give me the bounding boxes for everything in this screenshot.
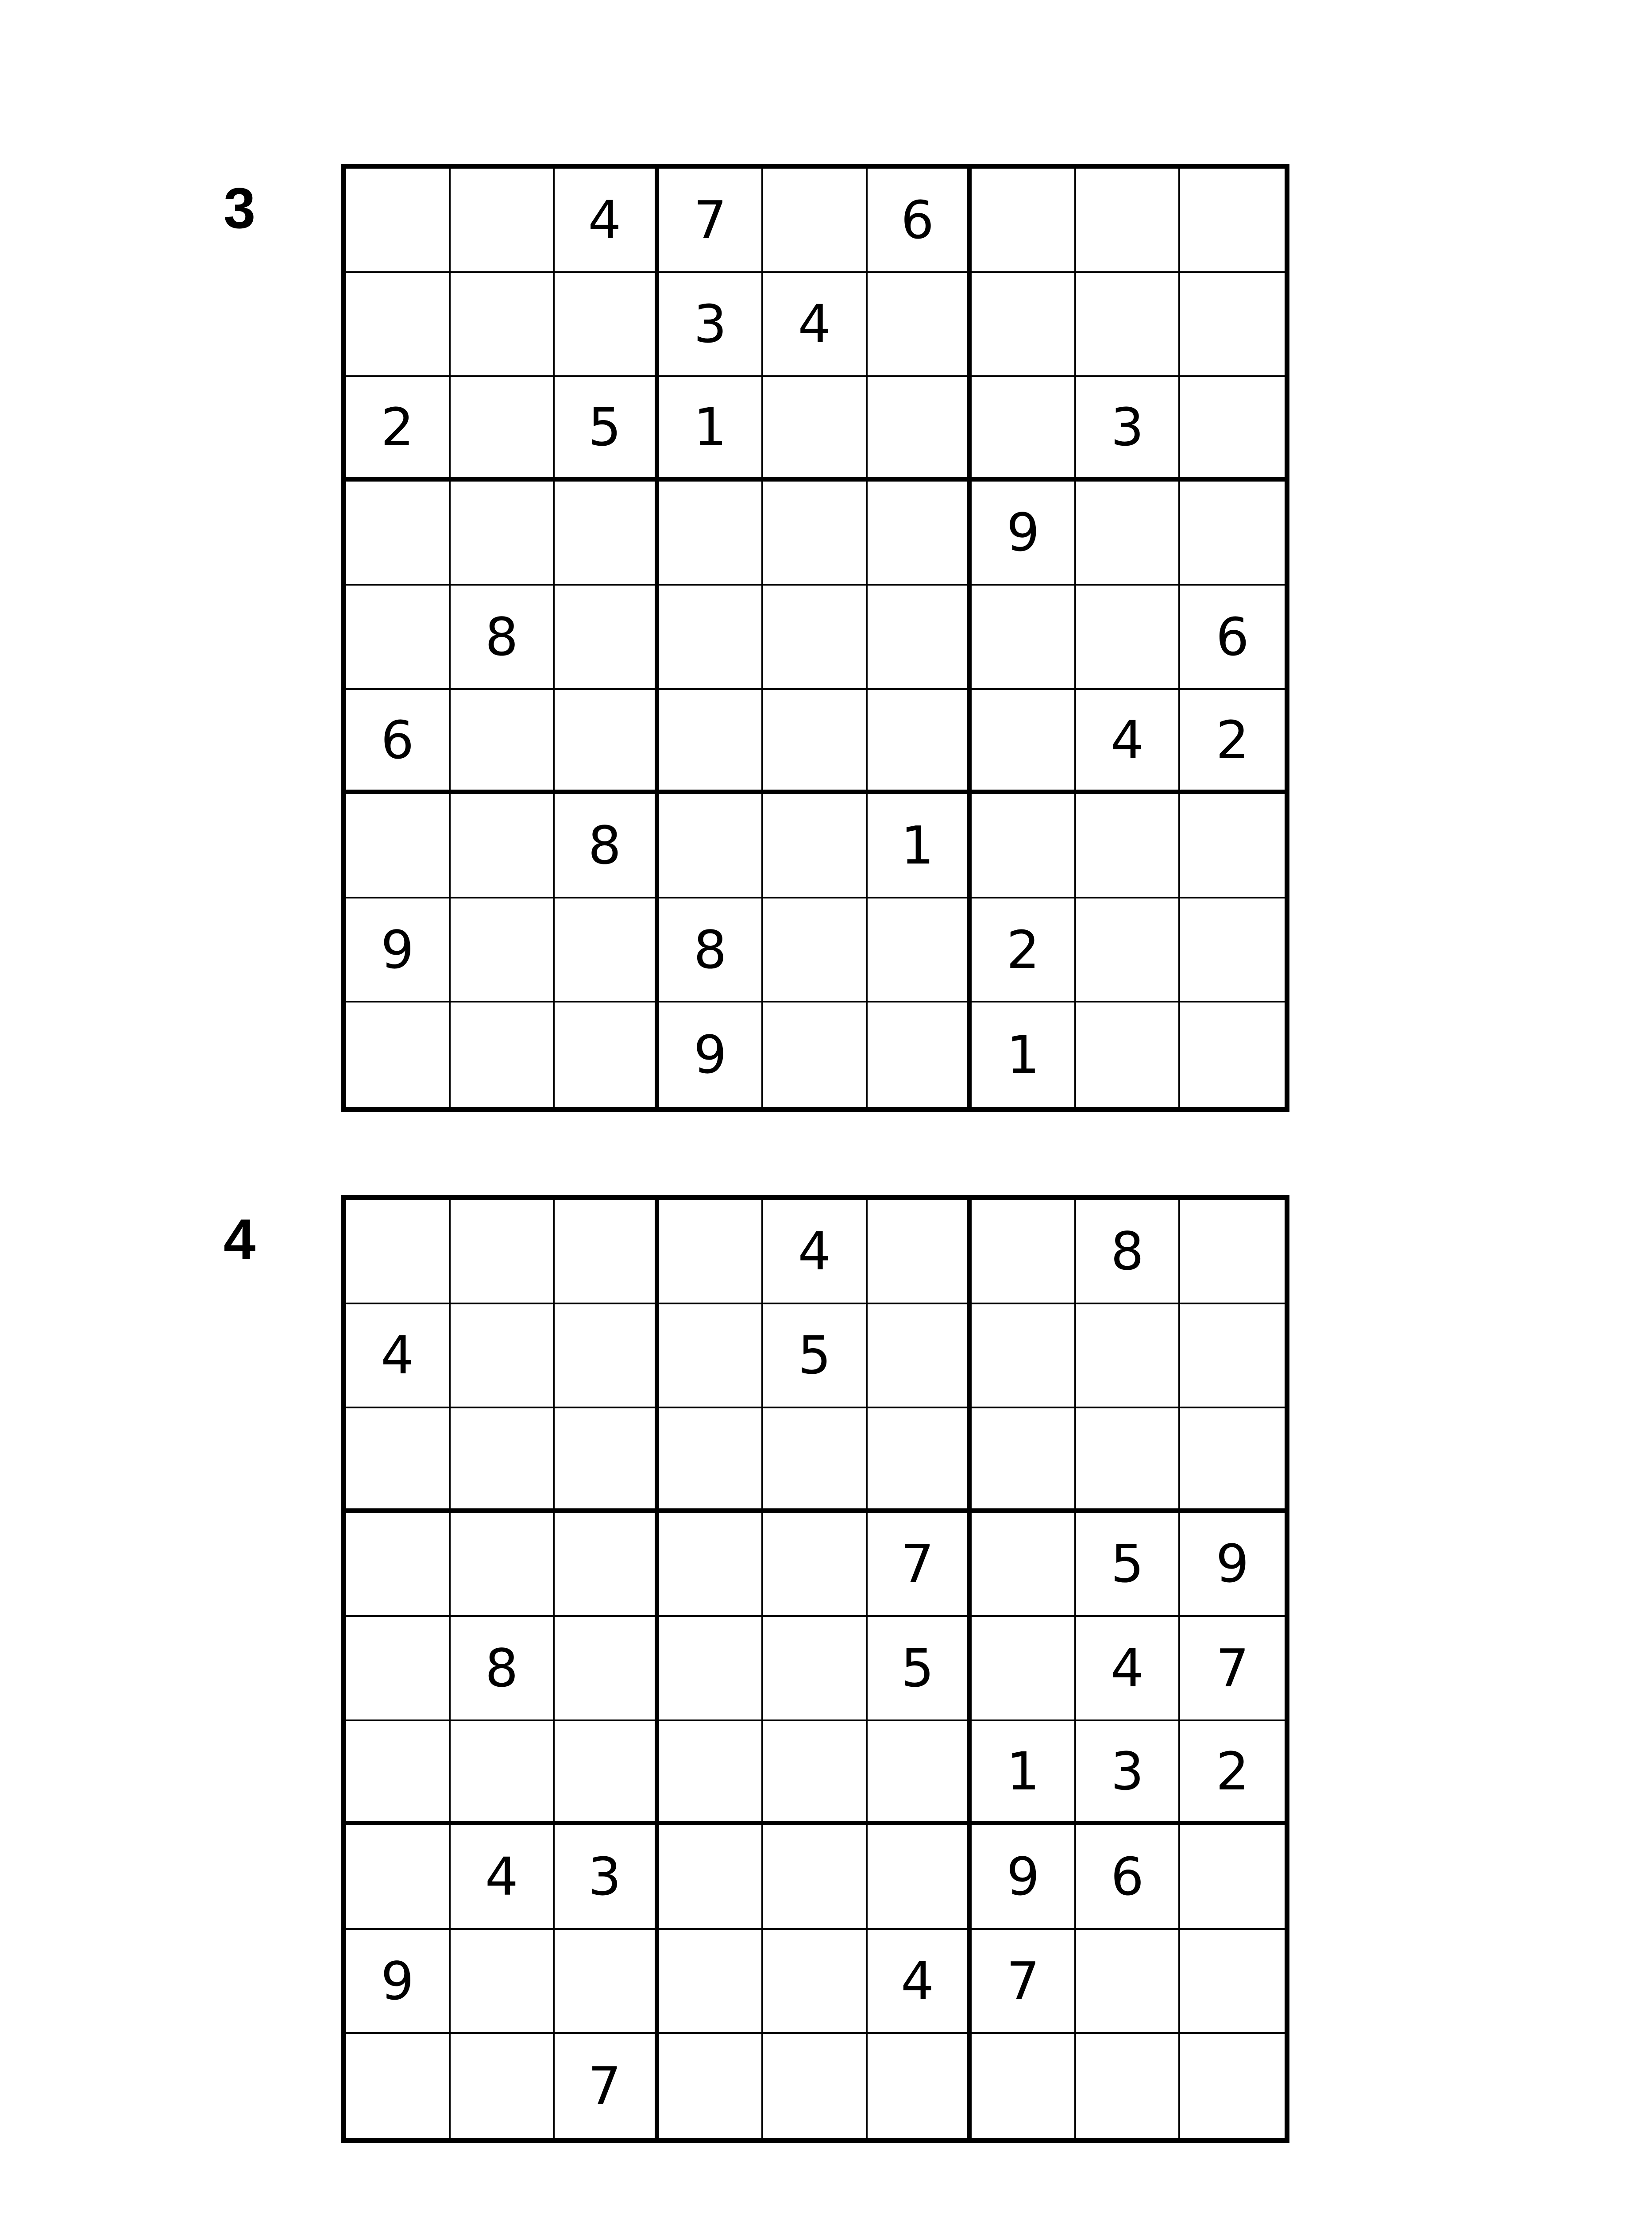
empty-cell[interactable] bbox=[763, 482, 868, 586]
given-cell: 2 bbox=[1180, 690, 1285, 794]
given-cell: 9 bbox=[972, 1825, 1076, 1930]
given-cell: 7 bbox=[972, 1930, 1076, 2034]
empty-cell[interactable] bbox=[1180, 1002, 1285, 1107]
empty-cell[interactable] bbox=[659, 1930, 764, 2034]
given-cell: 4 bbox=[1076, 1617, 1181, 1721]
given-cell: 9 bbox=[972, 482, 1076, 586]
empty-cell[interactable] bbox=[972, 1304, 1076, 1409]
empty-cell[interactable] bbox=[972, 1513, 1076, 1617]
given-cell: 5 bbox=[763, 1304, 868, 1409]
empty-cell[interactable] bbox=[1076, 169, 1181, 273]
given-cell: 3 bbox=[659, 273, 764, 378]
empty-cell[interactable] bbox=[1180, 273, 1285, 378]
puzzle-number-4: 4 bbox=[224, 1207, 256, 1272]
empty-cell[interactable] bbox=[555, 1617, 659, 1721]
empty-cell[interactable] bbox=[451, 1513, 555, 1617]
empty-cell[interactable] bbox=[1180, 1304, 1285, 1409]
empty-cell[interactable] bbox=[346, 1200, 451, 1304]
given-cell: 1 bbox=[972, 1002, 1076, 1107]
empty-cell[interactable] bbox=[763, 1825, 868, 1930]
given-cell: 9 bbox=[1180, 1513, 1285, 1617]
empty-cell[interactable] bbox=[1076, 482, 1181, 586]
empty-cell[interactable] bbox=[1180, 2034, 1285, 2138]
given-cell: 7 bbox=[659, 169, 764, 273]
empty-cell[interactable] bbox=[972, 273, 1076, 378]
empty-cell[interactable] bbox=[659, 1408, 764, 1513]
given-cell: 4 bbox=[868, 1930, 972, 2034]
empty-cell[interactable] bbox=[555, 1408, 659, 1513]
given-cell: 2 bbox=[972, 898, 1076, 1003]
given-cell: 4 bbox=[763, 1200, 868, 1304]
empty-cell[interactable] bbox=[1076, 273, 1181, 378]
empty-cell[interactable] bbox=[555, 1304, 659, 1409]
empty-cell[interactable] bbox=[451, 1304, 555, 1409]
empty-cell[interactable] bbox=[555, 273, 659, 378]
given-cell: 8 bbox=[451, 586, 555, 690]
empty-cell[interactable] bbox=[659, 1200, 764, 1304]
empty-cell[interactable] bbox=[555, 1513, 659, 1617]
empty-cell[interactable] bbox=[346, 1002, 451, 1107]
given-cell: 6 bbox=[868, 169, 972, 273]
given-cell: 4 bbox=[346, 1304, 451, 1409]
empty-cell[interactable] bbox=[763, 586, 868, 690]
empty-cell[interactable] bbox=[659, 1513, 764, 1617]
empty-cell[interactable] bbox=[451, 169, 555, 273]
empty-cell[interactable] bbox=[451, 1002, 555, 1107]
sudoku-grid-4 bbox=[341, 1195, 1289, 2143]
empty-cell[interactable] bbox=[346, 1721, 451, 1826]
empty-cell[interactable] bbox=[1180, 169, 1285, 273]
empty-cell[interactable] bbox=[763, 1513, 868, 1617]
given-cell: 1 bbox=[868, 794, 972, 898]
given-cell: 3 bbox=[1076, 1721, 1181, 1826]
empty-cell[interactable] bbox=[972, 690, 1076, 794]
empty-cell[interactable] bbox=[346, 273, 451, 378]
given-cell: 4 bbox=[555, 169, 659, 273]
empty-cell[interactable] bbox=[451, 1200, 555, 1304]
empty-cell[interactable] bbox=[1180, 1930, 1285, 2034]
empty-cell[interactable] bbox=[346, 2034, 451, 2138]
empty-cell[interactable] bbox=[555, 1721, 659, 1826]
given-cell: 9 bbox=[346, 898, 451, 1003]
empty-cell[interactable] bbox=[659, 794, 764, 898]
empty-cell[interactable] bbox=[1180, 377, 1285, 482]
empty-cell[interactable] bbox=[868, 1408, 972, 1513]
given-cell: 4 bbox=[1076, 690, 1181, 794]
empty-cell[interactable] bbox=[868, 1825, 972, 1930]
empty-cell[interactable] bbox=[763, 1930, 868, 2034]
empty-cell[interactable] bbox=[972, 169, 1076, 273]
empty-cell[interactable] bbox=[972, 1200, 1076, 1304]
empty-cell[interactable] bbox=[763, 794, 868, 898]
empty-cell[interactable] bbox=[451, 690, 555, 794]
empty-cell[interactable] bbox=[1076, 1930, 1181, 2034]
given-cell: 7 bbox=[868, 1513, 972, 1617]
empty-cell[interactable] bbox=[659, 2034, 764, 2138]
given-cell: 5 bbox=[1076, 1513, 1181, 1617]
given-cell: 8 bbox=[1076, 1200, 1181, 1304]
given-cell: 8 bbox=[451, 1617, 555, 1721]
given-cell: 8 bbox=[555, 794, 659, 898]
empty-cell[interactable] bbox=[346, 482, 451, 586]
given-cell: 9 bbox=[346, 1930, 451, 2034]
empty-cell[interactable] bbox=[451, 377, 555, 482]
empty-cell[interactable] bbox=[451, 1408, 555, 1513]
empty-cell[interactable] bbox=[972, 586, 1076, 690]
empty-cell[interactable] bbox=[868, 690, 972, 794]
empty-cell[interactable] bbox=[868, 1002, 972, 1107]
given-cell: 4 bbox=[763, 273, 868, 378]
empty-cell[interactable] bbox=[868, 273, 972, 378]
empty-cell[interactable] bbox=[763, 2034, 868, 2138]
empty-cell[interactable] bbox=[763, 1002, 868, 1107]
given-cell: 5 bbox=[555, 377, 659, 482]
empty-cell[interactable] bbox=[659, 690, 764, 794]
empty-cell[interactable] bbox=[346, 1617, 451, 1721]
empty-cell[interactable] bbox=[1076, 2034, 1181, 2138]
empty-cell[interactable] bbox=[868, 586, 972, 690]
empty-cell[interactable] bbox=[1180, 1200, 1285, 1304]
given-cell: 3 bbox=[1076, 377, 1181, 482]
empty-cell[interactable] bbox=[451, 2034, 555, 2138]
empty-cell[interactable] bbox=[555, 690, 659, 794]
empty-cell[interactable] bbox=[763, 169, 868, 273]
empty-cell[interactable] bbox=[868, 482, 972, 586]
given-cell: 8 bbox=[659, 898, 764, 1003]
empty-cell[interactable] bbox=[868, 1721, 972, 1826]
given-cell: 2 bbox=[346, 377, 451, 482]
empty-cell[interactable] bbox=[659, 482, 764, 586]
empty-cell[interactable] bbox=[1180, 1825, 1285, 1930]
empty-cell[interactable] bbox=[346, 1408, 451, 1513]
given-cell: 5 bbox=[868, 1617, 972, 1721]
empty-cell[interactable] bbox=[972, 2034, 1076, 2138]
given-cell: 1 bbox=[659, 377, 764, 482]
empty-cell[interactable] bbox=[868, 1200, 972, 1304]
empty-cell[interactable] bbox=[555, 898, 659, 1003]
empty-cell[interactable] bbox=[659, 1825, 764, 1930]
given-cell: 1 bbox=[972, 1721, 1076, 1826]
empty-cell[interactable] bbox=[763, 1721, 868, 1826]
empty-cell[interactable] bbox=[346, 1825, 451, 1930]
empty-cell[interactable] bbox=[659, 1304, 764, 1409]
given-cell: 6 bbox=[1076, 1825, 1181, 1930]
sudoku-grid-3 bbox=[341, 164, 1289, 1112]
empty-cell[interactable] bbox=[1076, 1408, 1181, 1513]
empty-cell[interactable] bbox=[555, 482, 659, 586]
given-cell: 2 bbox=[1180, 1721, 1285, 1826]
given-cell: 9 bbox=[659, 1002, 764, 1107]
empty-cell[interactable] bbox=[555, 1002, 659, 1107]
empty-cell[interactable] bbox=[763, 690, 868, 794]
empty-cell[interactable] bbox=[346, 169, 451, 273]
empty-cell[interactable] bbox=[451, 273, 555, 378]
empty-cell[interactable] bbox=[1076, 898, 1181, 1003]
given-cell: 6 bbox=[346, 690, 451, 794]
empty-cell[interactable] bbox=[346, 586, 451, 690]
empty-cell[interactable] bbox=[763, 898, 868, 1003]
empty-cell[interactable] bbox=[1180, 482, 1285, 586]
empty-cell[interactable] bbox=[451, 1721, 555, 1826]
given-cell: 4 bbox=[451, 1825, 555, 1930]
empty-cell[interactable] bbox=[451, 794, 555, 898]
empty-cell[interactable] bbox=[346, 794, 451, 898]
empty-cell[interactable] bbox=[868, 1304, 972, 1409]
empty-cell[interactable] bbox=[659, 586, 764, 690]
empty-cell[interactable] bbox=[972, 794, 1076, 898]
empty-cell[interactable] bbox=[1180, 898, 1285, 1003]
empty-cell[interactable] bbox=[451, 898, 555, 1003]
empty-cell[interactable] bbox=[972, 1617, 1076, 1721]
given-cell: 7 bbox=[1180, 1617, 1285, 1721]
empty-cell[interactable] bbox=[868, 377, 972, 482]
empty-cell[interactable] bbox=[1180, 794, 1285, 898]
empty-cell[interactable] bbox=[763, 1408, 868, 1513]
given-cell: 3 bbox=[555, 1825, 659, 1930]
empty-cell[interactable] bbox=[868, 2034, 972, 2138]
empty-cell[interactable] bbox=[1076, 794, 1181, 898]
empty-cell[interactable] bbox=[972, 377, 1076, 482]
empty-cell[interactable] bbox=[972, 1408, 1076, 1513]
empty-cell[interactable] bbox=[555, 1200, 659, 1304]
empty-cell[interactable] bbox=[555, 1930, 659, 2034]
given-cell: 6 bbox=[1180, 586, 1285, 690]
empty-cell[interactable] bbox=[659, 1721, 764, 1826]
empty-cell[interactable] bbox=[1076, 586, 1181, 690]
empty-cell[interactable] bbox=[763, 377, 868, 482]
puzzle-number-3: 3 bbox=[224, 176, 256, 240]
empty-cell[interactable] bbox=[1180, 1408, 1285, 1513]
empty-cell[interactable] bbox=[451, 1930, 555, 2034]
given-cell: 7 bbox=[555, 2034, 659, 2138]
empty-cell[interactable] bbox=[346, 1513, 451, 1617]
empty-cell[interactable] bbox=[868, 898, 972, 1003]
empty-cell[interactable] bbox=[763, 1617, 868, 1721]
empty-cell[interactable] bbox=[555, 586, 659, 690]
empty-cell[interactable] bbox=[659, 1617, 764, 1721]
empty-cell[interactable] bbox=[1076, 1304, 1181, 1409]
empty-cell[interactable] bbox=[451, 482, 555, 586]
empty-cell[interactable] bbox=[1076, 1002, 1181, 1107]
